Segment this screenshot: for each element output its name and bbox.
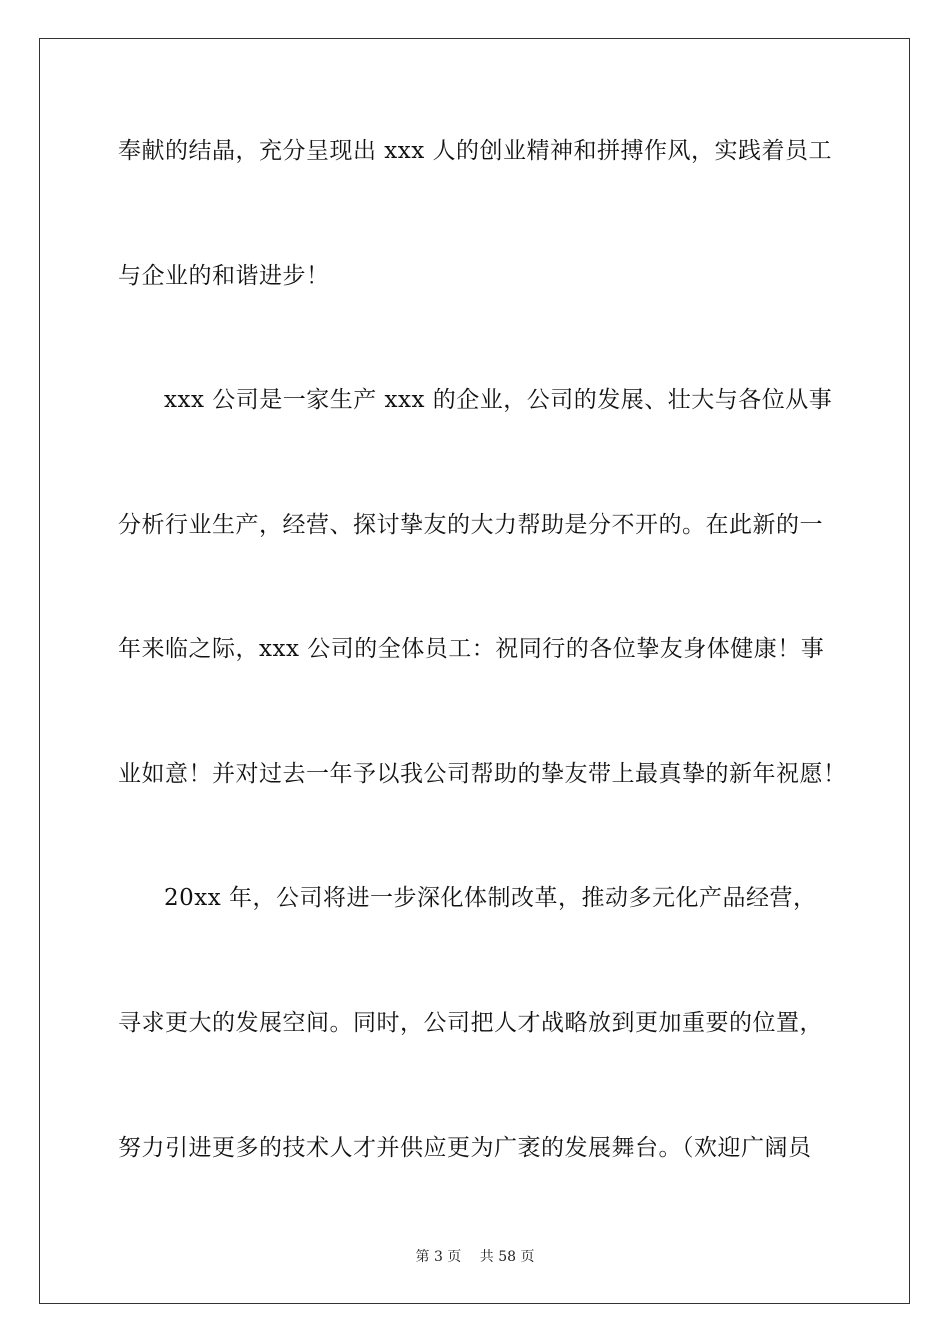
body-text-line: xxx 公司是一家生产 xxx 的企业，公司的发展、壮大与各位从事 [164, 387, 833, 413]
body-text-line: 业如意！并对过去一年予以我公司帮助的挚友带上最真挚的新年祝愿！ [118, 761, 847, 787]
page-number-total: 共 58 页 [479, 1249, 535, 1265]
body-text-line: 寻求更大的发展空间。同时，公司把人才战略放到更加重要的位置， [118, 1010, 823, 1036]
page-number-current: 第 3 页 [415, 1249, 462, 1265]
body-text-line: 与企业的和谐进步！ [118, 263, 330, 289]
page-border [39, 38, 910, 1304]
body-text-line: 年来临之际，xxx 公司的全体员工：祝同行的各位挚友身体健康！事 [118, 636, 825, 662]
page-footer [0, 1248, 950, 1266]
body-text-line: 努力引进更多的技术人才并供应更为广袤的发展舞台。（欢迎广阔员 [118, 1135, 812, 1161]
body-text-line: 奉献的结晶，充分呈现出 xxx 人的创业精神和拼搏作风，实践着员工 [118, 138, 833, 164]
body-text-line: 20xx 年，公司将进一步深化体制改革，推动多元化产品经营， [164, 885, 817, 911]
body-text-line: 分析行业生产，经营、探讨挚友的大力帮助是分不开的。在此新的一 [118, 512, 823, 538]
